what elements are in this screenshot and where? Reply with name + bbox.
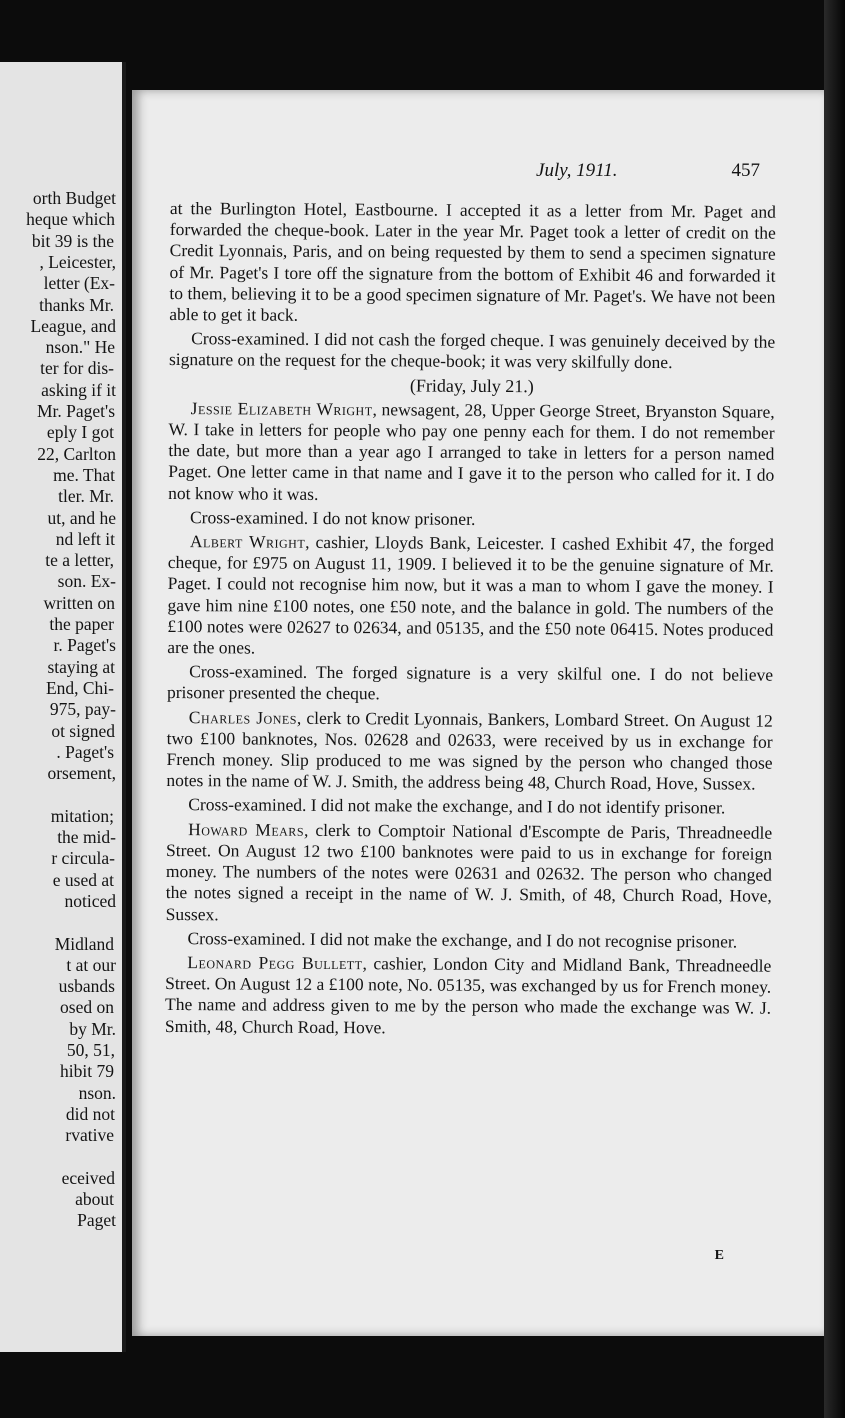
left-page-line: by Mr. — [69, 1018, 116, 1039]
left-page-line: thanks Mr. — [39, 294, 114, 315]
left-page-line: nson. — [78, 1082, 116, 1103]
paragraph: Cross-examined. I did not cash the forged cheque. I was genuinely deceived by the signature on the request for the cheque-book; it was very skilfully done. — [168, 328, 776, 373]
left-page-line: e used at — [52, 869, 114, 890]
left-page-line: eceived — [61, 1167, 115, 1188]
witness-testimony: , cashier, Lloyds Bank, Leicester. I cashed Exhibit 47, the forged cheque, for £975 on August 11, 1909. I believed it to be the genuine signature of Mr. Paget. I could not recognise him now, but it was a man to whom I gave the money. I gave him nine £100 notes, one £50 note, and the balance in gold. The numbers of the £100 notes were 02627 to 02634, and 05135, and the £50 note 06415. Notes produced are the ones. — [167, 531, 774, 658]
left-page-line: ter for dis- — [40, 358, 114, 379]
left-page-line: Mr. Paget's — [36, 401, 115, 421]
left-page-line: 22, Carlton — [37, 443, 116, 464]
body-text — [165, 198, 776, 1043]
left-page-line: noticed — [64, 890, 116, 911]
left-page-line: League, and — [30, 315, 116, 336]
witness-name: Leonard Pegg Bullett — [187, 952, 363, 974]
witness-testimony: , newsagent, 28, Upper George Street, Bryanston Square, W. I take in letters for people who pay one penny each for them. I do not remember the date, but more than a year ago I arranged to take in letters for a person named Paget. One letter came in that name and I gave it to the person who called for it. I do not know who it was. — [168, 399, 775, 504]
left-page-line: about — [75, 1189, 114, 1210]
paragraph: Cross-examined. I did not make the exchange, and I do not identify prisoner. — [188, 794, 726, 818]
signature-mark: E — [714, 1248, 724, 1263]
left-page-line: rvative — [65, 1125, 114, 1146]
left-page-line: Midland — [54, 933, 114, 954]
left-page-line: letter (Ex- — [43, 273, 115, 294]
left-page-line: mitation; — [50, 805, 114, 826]
witness-testimony: , clerk to Credit Lyonnais, Bankers, Lombard Street. On August 12 two £100 banknotes, Nos. 02628 and 02633, were received by us in exchange for French money. Slip produced to me was signed by the person who changed those notes in the name of W. J. Smith, the address being 48, Church Road, Hove, Sussex. — [166, 707, 773, 794]
continued-paragraph: at the Burlington Hotel, Eastbourne. I accepted it as a letter from Mr. Paget and forwarded the cheque-book. Later in the year Mr. Paget took a letter of credit on the Credit Lyonnais, Paris, and on being requested by them to send a specimen signature of Mr. Paget's I tore off the signature from the bottom of Exhibit 46 and forwarded it to them, believing it to be a good specimen signature of Mr. Paget's. We have not been able to get it back. — [169, 198, 776, 325]
running-title: July, 1911. — [536, 160, 618, 181]
left-page-line: usbands — [58, 976, 115, 997]
left-page-line: ut, and he — [47, 507, 116, 528]
date-heading: (Friday, July 21.) — [409, 375, 534, 396]
left-page-line: son. Ex- — [57, 571, 116, 592]
left-page-line: tler. Mr. — [58, 486, 114, 507]
left-page-line: staying at — [47, 656, 115, 677]
paragraph: Cross-examined. I do not know prisoner. — [189, 506, 476, 529]
left-page-line: heque which — [26, 209, 115, 230]
witness-paragraph — [166, 707, 773, 796]
left-page-line: orth Budget — [32, 188, 116, 208]
left-page-line: the mid- — [57, 827, 116, 847]
left-page-line: eply I got — [46, 422, 114, 443]
left-page-line: hibit 79 — [60, 1061, 114, 1082]
left-page-line: 975, pay- — [49, 699, 116, 720]
witness-paragraph — [168, 398, 775, 508]
left-page-line: r. Paget's — [53, 635, 116, 656]
left-page — [0, 62, 126, 1352]
witness-name: Charles Jones — [188, 706, 297, 728]
paragraph: Cross-examined. I did not make the exchange, and I do not recognise prisoner. — [187, 927, 738, 952]
left-page-line: osed on — [60, 997, 114, 1018]
left-page-line: nson." He — [45, 337, 115, 358]
paragraph: Cross-examined. The forged signature is a very skilful one. I do not believe prisoner presented the cheque. — [166, 661, 774, 704]
left-page-line: bit 39 is the — [31, 230, 114, 251]
witness-testimony: , clerk to Comptoir National d'Escompte de Paris, Threadneedle Street. On August 12 two £100 banknotes were paid to us in exchange for foreign money. The numbers of the notes were 02631 and 02632. The person who changed the notes signed a receipt in the name of W. J. Smith, of 48, Church Road, Hove, Sussex. — [165, 819, 773, 924]
left-page-line: orsement, — [47, 763, 116, 784]
witness-paragraph — [165, 952, 772, 1041]
left-page-line: ot signed — [51, 720, 115, 741]
left-page-line: . Paget's — [56, 741, 114, 762]
left-page-line: te a letter, — [45, 550, 114, 571]
left-page-line: asking if it — [41, 379, 116, 400]
witness-name: Albert Wright — [189, 531, 306, 552]
page-number: 457 — [731, 160, 760, 181]
left-page-line: written on — [43, 592, 115, 613]
left-page-line: r circula- — [51, 848, 115, 869]
witness-name: Howard Mears — [188, 818, 305, 840]
witness-paragraph — [167, 531, 774, 662]
witness-testimony: , cashier, London City and Midland Bank, Threadneedle Street. On August 12 a £100 note, No. 05135, was exchanged by us for French money. The name and address given to me by the person who made the exchange was W. J. Smith, 48, Church Road, Hove. — [164, 953, 772, 1037]
witness-name: Jessie Elizabeth Wright — [190, 397, 373, 420]
left-page-line: the paper — [49, 614, 114, 634]
left-page-line: nd left it — [55, 528, 115, 549]
left-page-line: End, Chi- — [45, 677, 114, 698]
left-page-line: 50, 51, — [66, 1040, 115, 1060]
left-page-line: did not — [65, 1103, 115, 1124]
left-page-line: , Leicester, — [39, 251, 116, 272]
left-page-line: me. That — [53, 464, 115, 485]
right-page — [132, 90, 824, 1336]
witness-paragraph — [166, 819, 773, 929]
left-page-line: t at our — [66, 954, 116, 975]
running-head — [422, 160, 760, 182]
binding-shadow — [824, 0, 845, 1418]
left-page-line: Paget — [77, 1210, 116, 1231]
